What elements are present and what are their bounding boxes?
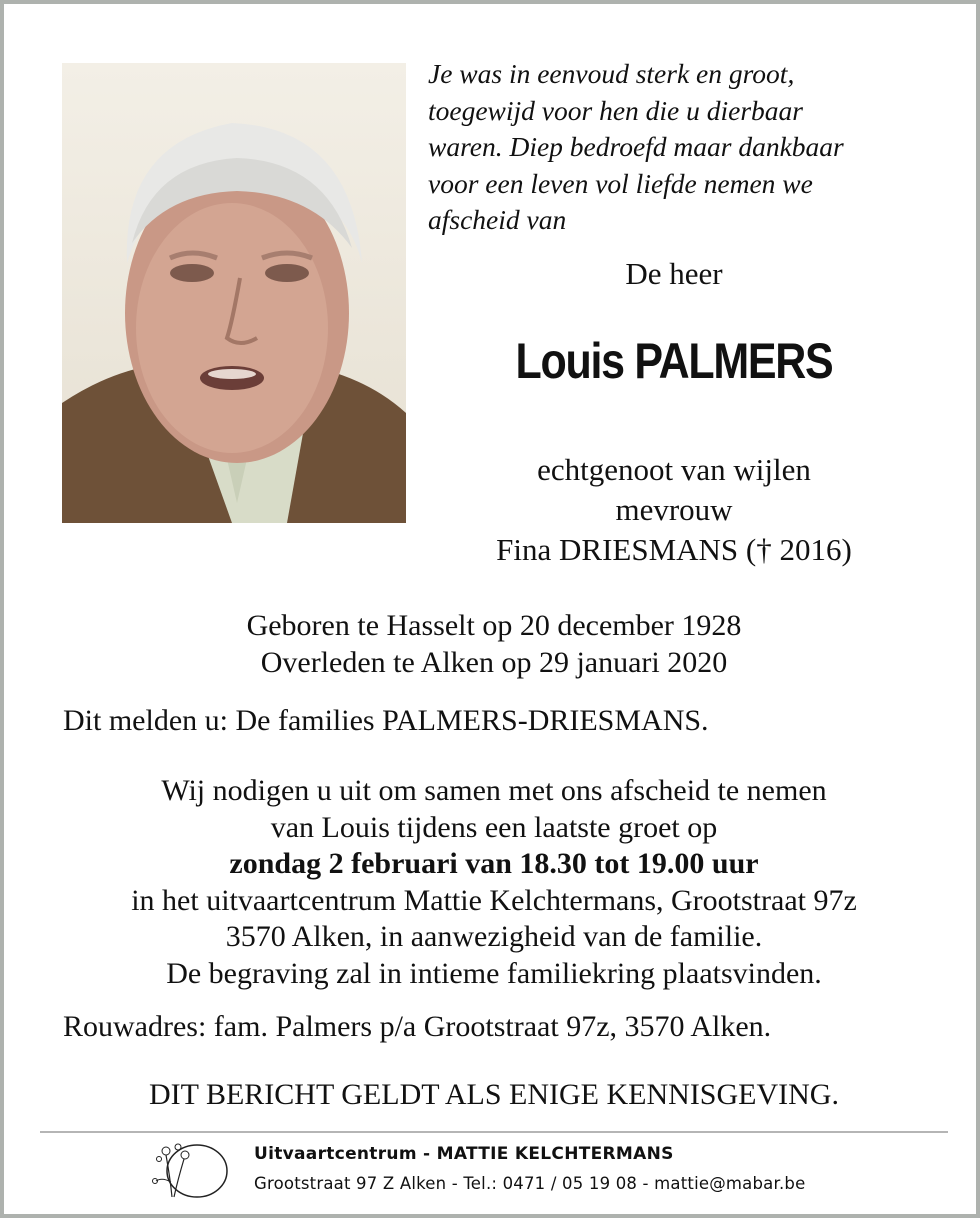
portrait-illustration <box>62 63 406 523</box>
family-announcement: Dit melden u: De families PALMERS-DRIESMANS. <box>63 704 709 737</box>
funeral-home-name: Uitvaartcentrum - MATTIE KELCHTERMANS <box>254 1144 674 1164</box>
invitation-text <box>44 773 944 992</box>
invitation-line: 3570 Alken, in aanwezigheid van de familie. <box>225 920 763 953</box>
ceremony-time: zondag 2 februari van 18.30 tot 19.00 uur <box>229 847 759 880</box>
invitation-line: in het uitvaartcentrum Mattie Kelchtermans, Grootstraat 97z <box>131 883 857 917</box>
portrait-photo <box>62 63 406 523</box>
mourning-address: Rouwadres: fam. Palmers p/a Grootstraat 97z, 3570 Alken. <box>63 1010 772 1043</box>
poem-line: waren. Diep bedroefd maar dankbaar <box>428 131 844 162</box>
invitation-line: De begraving zal in intieme familiekring plaatsvinden. <box>166 956 822 990</box>
spouse-block <box>424 450 924 570</box>
spouse-name: Fina DRIESMANS († 2016) <box>496 532 852 567</box>
spouse-line: mevrouw <box>615 492 733 527</box>
spouse-line: echtgenoot van wijlen <box>537 452 811 487</box>
deceased-name: Louis PALMERS <box>515 333 833 389</box>
notice-text: DIT BERICHT GELDT ALS ENIGE KENNISGEVING. <box>149 1078 839 1111</box>
footer-divider <box>40 1131 948 1133</box>
flower-logo-icon <box>142 1137 232 1201</box>
honorific: De heer <box>625 256 723 291</box>
poem-line: Je was in eenvoud sterk en groot, <box>428 58 795 89</box>
funeral-home-contact: Grootstraat 97 Z Alken - Tel.: 0471 / 05 19 08 - mattie@mabar.be <box>254 1174 806 1193</box>
poem-text <box>428 56 948 239</box>
poem-line: voor een leven vol liefde nemen we <box>428 167 813 199</box>
invitation-line: Wij nodigen u uit om samen met ons afscheid te nemen <box>161 774 827 807</box>
birth-date: Geboren te Hasselt op 20 december 1928 <box>246 609 742 642</box>
poem-line: afscheid van <box>428 204 567 235</box>
invitation-line: van Louis tijdens een laatste groet op <box>270 810 718 844</box>
poem-line: toegewijd voor hen die u dierbaar <box>428 94 804 126</box>
death-date: Overleden te Alken op 29 januari 2020 <box>260 645 728 679</box>
life-dates <box>44 608 944 681</box>
